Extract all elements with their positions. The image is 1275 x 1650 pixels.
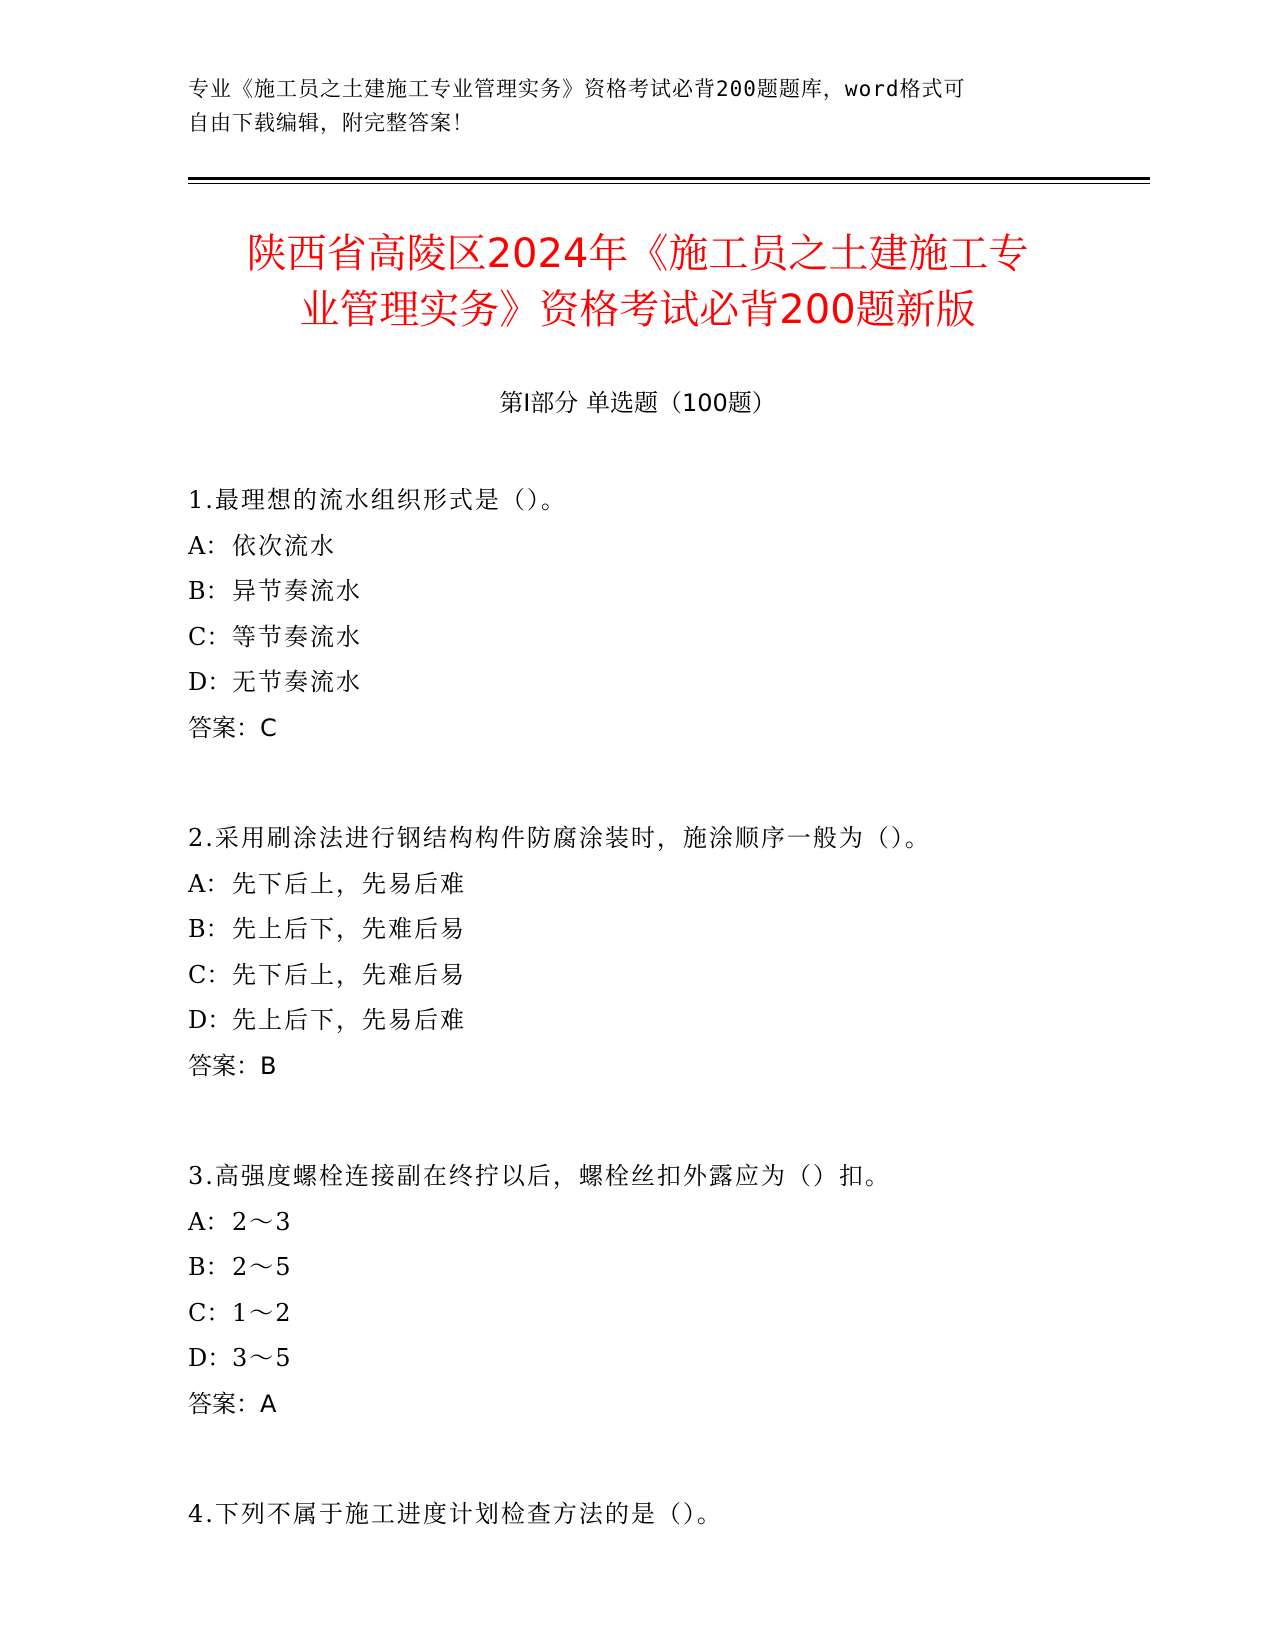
option-a bbox=[188, 1200, 1138, 1246]
option-text: 3～5 bbox=[232, 1344, 293, 1372]
header-divider-thick bbox=[188, 177, 1150, 180]
document-title-line-1: 陕西省高陵区2024年《施工员之土建施工专 bbox=[246, 231, 1029, 277]
question-stem: 1.最理想的流水组织形式是（）。 bbox=[188, 486, 567, 514]
answer-line: 答案：A bbox=[188, 1389, 277, 1418]
section-heading: 第Ⅰ部分 单选题（100题） bbox=[499, 389, 776, 417]
document-title bbox=[150, 226, 1125, 338]
option-text: 先上后下，先难后易 bbox=[232, 915, 466, 943]
question-2 bbox=[188, 816, 1138, 1089]
option-text: 异节奏流水 bbox=[232, 577, 362, 605]
question-4 bbox=[188, 1492, 1138, 1538]
option-a bbox=[188, 524, 1138, 570]
option-text: 1～2 bbox=[232, 1298, 293, 1327]
option-text: 2～3 bbox=[232, 1207, 293, 1236]
option-key: D： bbox=[188, 668, 232, 696]
header-divider-thin bbox=[188, 183, 1150, 184]
option-key: A： bbox=[188, 1207, 230, 1236]
answer-line: 答案：C bbox=[188, 713, 277, 742]
option-c bbox=[188, 1291, 1138, 1337]
document-title-line-2: 业管理实务》资格考试必背200题新版 bbox=[299, 287, 976, 333]
option-text: 等节奏流水 bbox=[232, 622, 362, 651]
option-b bbox=[188, 1245, 1138, 1291]
answer-line: 答案：B bbox=[188, 1051, 277, 1080]
option-b bbox=[188, 569, 1138, 615]
option-text: 无节奏流水 bbox=[232, 668, 362, 696]
header-note-line-1: 专业《施工员之土建施工专业管理实务》资格考试必背200题题库，word格式可 bbox=[188, 77, 966, 101]
option-d bbox=[188, 998, 1138, 1044]
question-stem: 3.高强度螺栓连接副在终拧以后，螺栓丝扣外露应为（）扣。 bbox=[188, 1162, 891, 1190]
option-text: 先下后上，先易后难 bbox=[232, 869, 466, 898]
option-key: B： bbox=[188, 1253, 230, 1281]
option-b bbox=[188, 907, 1138, 953]
option-c bbox=[188, 953, 1138, 999]
question-stem: 4.下列不属于施工进度计划检查方法的是（）。 bbox=[188, 1500, 723, 1528]
option-key: A： bbox=[188, 531, 230, 560]
question-1 bbox=[188, 478, 1138, 751]
header-note bbox=[188, 72, 1088, 140]
question-list bbox=[188, 478, 1138, 1603]
option-key: C： bbox=[188, 622, 231, 651]
option-key: D： bbox=[188, 1006, 232, 1034]
header-note-line-2: 自由下载编辑，附完整答案！ bbox=[188, 111, 474, 135]
option-text: 2～5 bbox=[232, 1253, 293, 1281]
option-key: D： bbox=[188, 1344, 232, 1372]
option-text: 依次流水 bbox=[232, 531, 336, 560]
option-key: B： bbox=[188, 577, 230, 605]
option-key: A： bbox=[188, 869, 230, 898]
option-key: C： bbox=[188, 1298, 231, 1327]
option-d bbox=[188, 660, 1138, 706]
option-text: 先上后下，先易后难 bbox=[232, 1006, 466, 1034]
question-stem: 2.采用刷涂法进行钢结构构件防腐涂装时，施涂顺序一般为（）。 bbox=[188, 824, 931, 852]
option-key: C： bbox=[188, 960, 231, 989]
option-text: 先下后上，先难后易 bbox=[232, 960, 466, 989]
option-d bbox=[188, 1336, 1138, 1382]
question-3 bbox=[188, 1154, 1138, 1427]
option-key: B： bbox=[188, 915, 230, 943]
option-a bbox=[188, 862, 1138, 908]
option-c bbox=[188, 615, 1138, 661]
